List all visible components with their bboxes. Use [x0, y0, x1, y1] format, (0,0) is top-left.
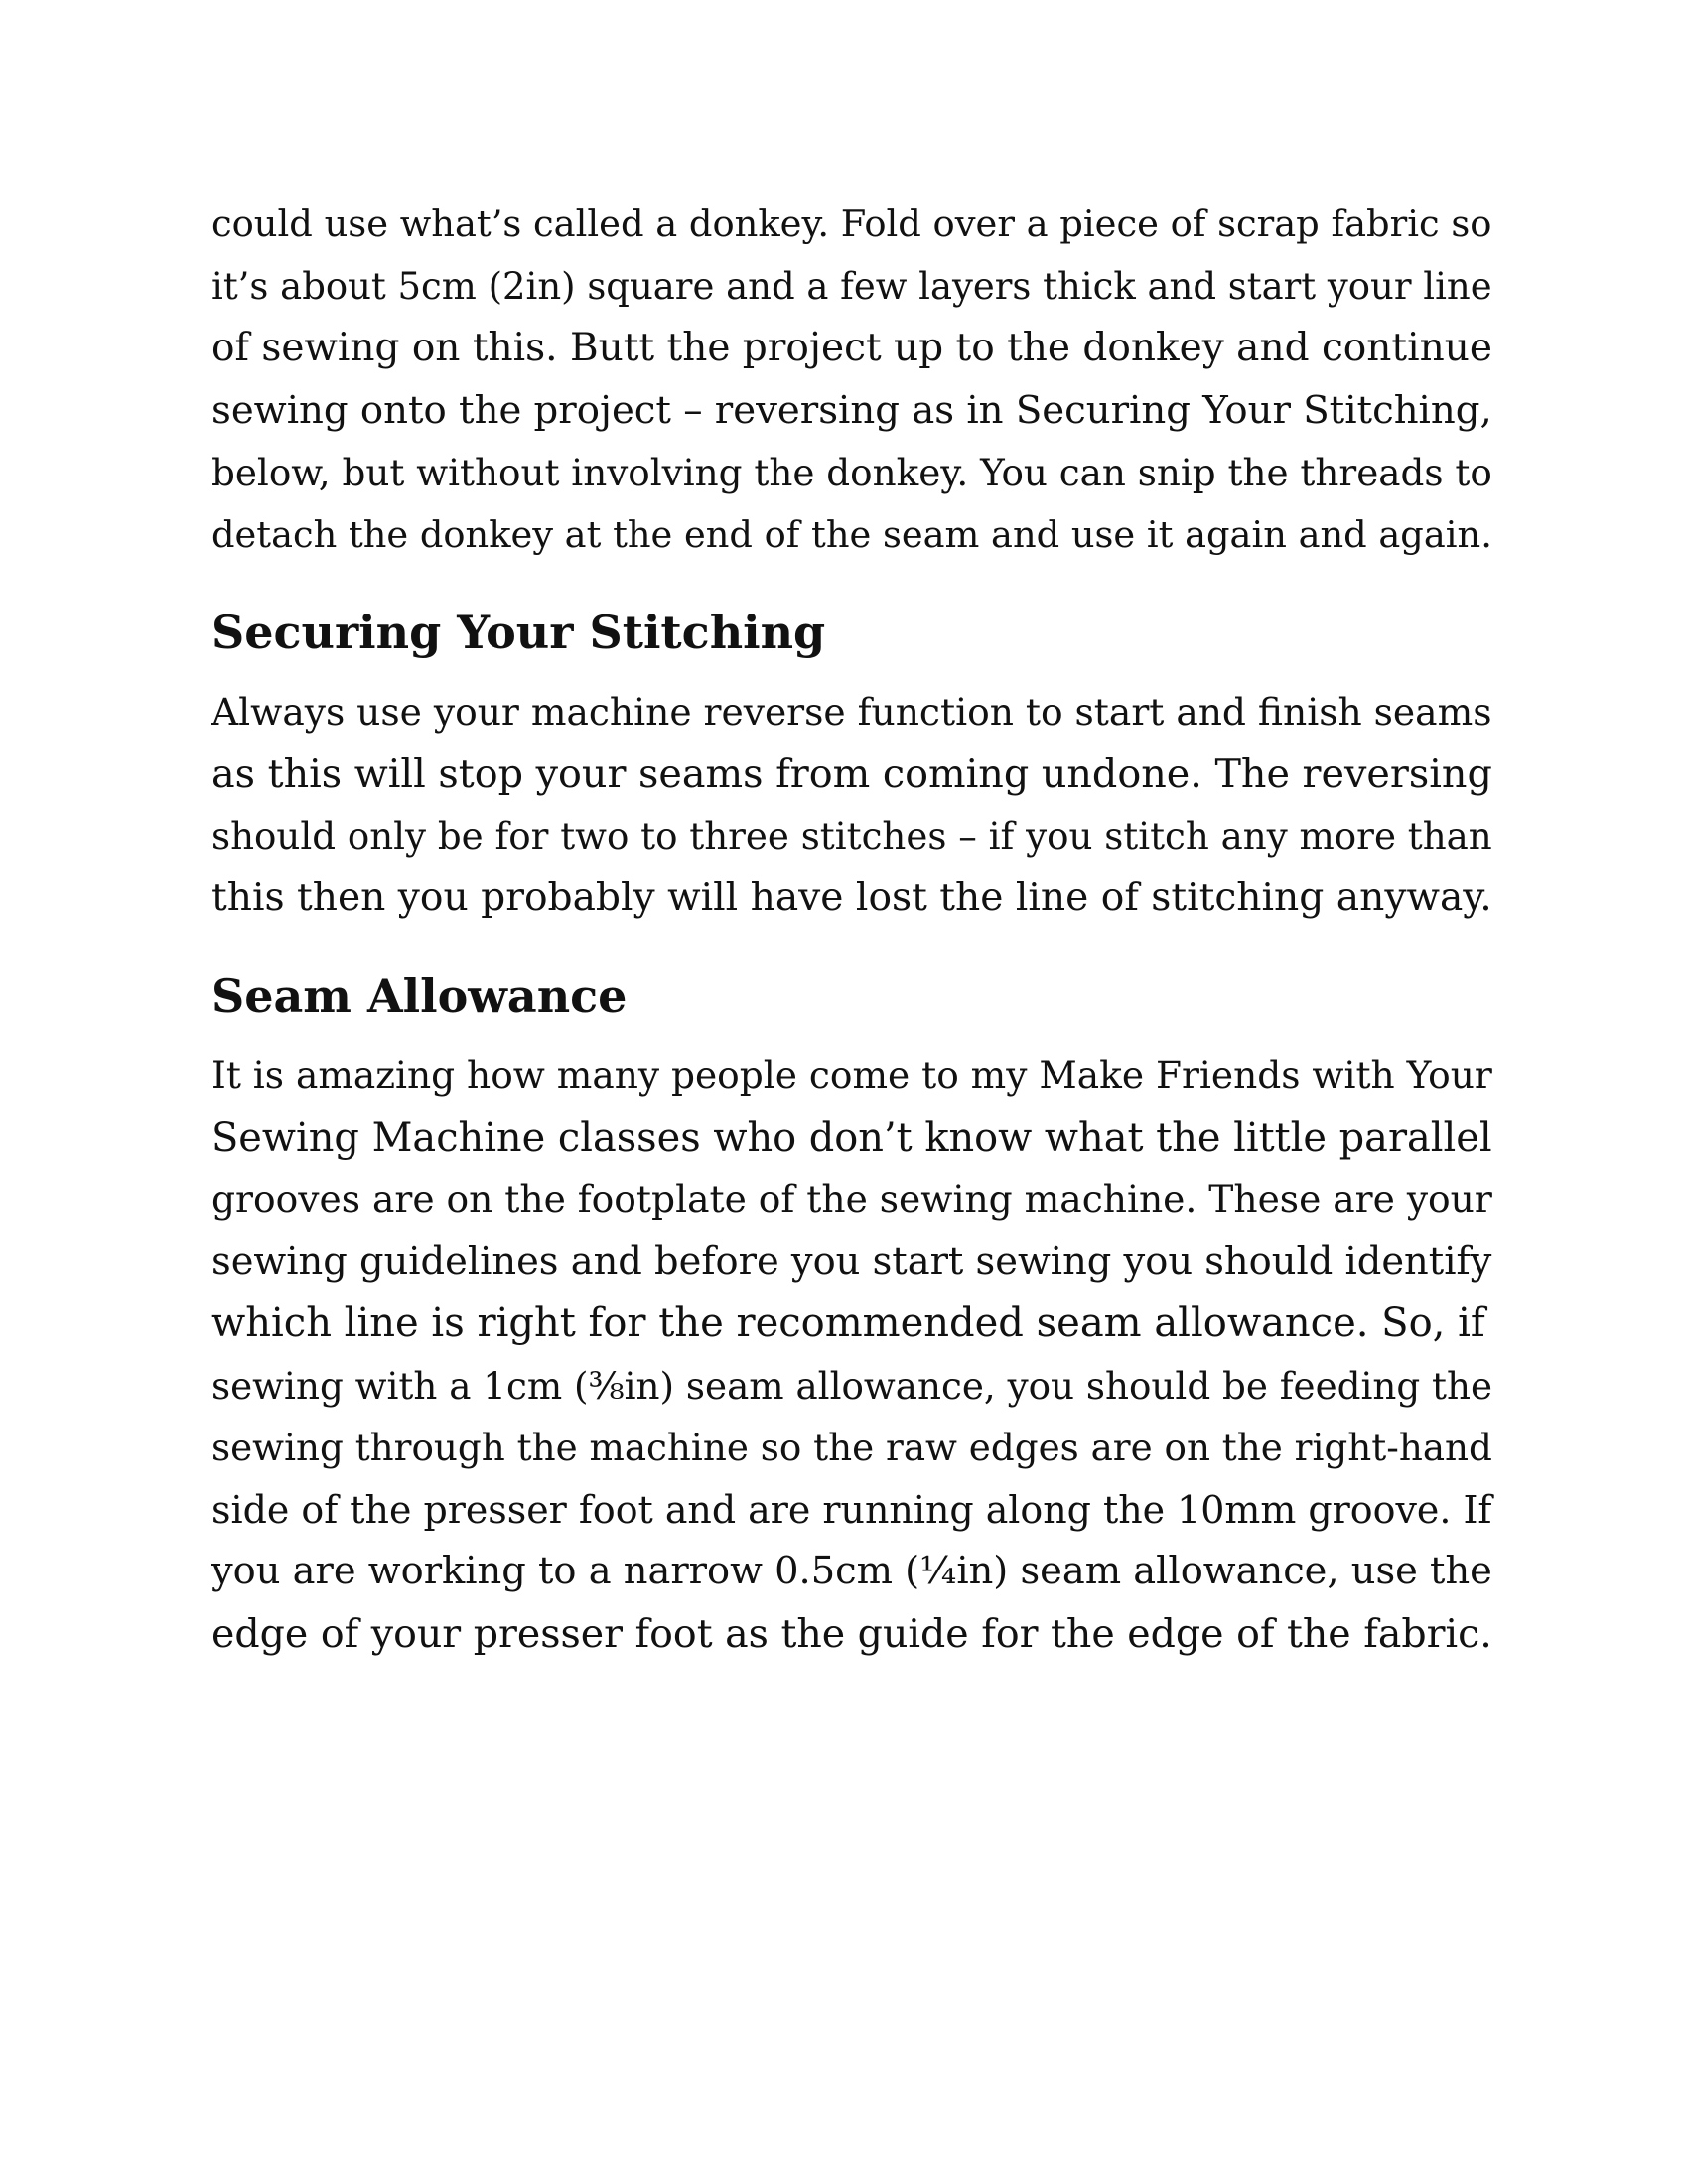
paragraph-line: this then you probably will have lost the line of stitching anyway.: [211, 875, 1492, 920]
section-heading-seam-allowance: Seam Allowance: [211, 969, 628, 1023]
paragraph-line: sewing guidelines and before you start sewing you should identify: [211, 1238, 1492, 1284]
paragraph-line: sewing through the machine so the raw edges are on the right-hand: [211, 1426, 1492, 1469]
section-heading-securing-stitching: Securing Your Stitching: [211, 606, 826, 659]
paragraph-line: detach the donkey at the end of the seam and use it again and again.: [211, 512, 1492, 556]
paragraph-line: you are working to a narrow 0.5cm (¼in) seam allowance, use the: [211, 1549, 1492, 1593]
paragraph-line: side of the presser foot and are running along the 10mm groove. If: [211, 1487, 1492, 1532]
paragraph-line: sewing onto the project – reversing as in Securing Your Stitching,: [211, 387, 1492, 433]
paragraph-line: sewing with a 1cm (⅜in) seam allowance, you should be feeding the: [211, 1363, 1493, 1408]
paragraph-seam-allowance: [211, 1044, 1492, 1665]
paragraph-line: below, but without involving the donkey. You can snip the threads to: [211, 451, 1492, 494]
paragraph-line: edge of your presser foot as the guide for the edge of the fabric.: [211, 1610, 1492, 1657]
paragraph-line: of sewing on this. Butt the project up to the donkey and continue: [211, 326, 1492, 370]
paragraph-line: which line is right for the recommended seam allowance. So, if: [211, 1300, 1485, 1346]
paragraph-line: should only be for two to three stitches – if you stitch any more than: [211, 814, 1492, 858]
paragraph-line: could use what’s called a donkey. Fold over a piece of scrap fabric so: [211, 203, 1492, 245]
paragraph-securing-stitching: [211, 681, 1492, 929]
paragraph-line: Sewing Machine classes who don’t know what the little parallel: [211, 1114, 1492, 1160]
paragraph-line: grooves are on the footplate of the sewing machine. These are your: [211, 1177, 1492, 1221]
paragraph-line: as this will stop your seams from coming undone. The reversing: [211, 751, 1492, 797]
paragraph-line: It is amazing how many people come to my Make Friends with Your: [211, 1053, 1492, 1097]
document-page: [211, 194, 1492, 1665]
paragraph-donkey: [211, 194, 1492, 566]
paragraph-line: it’s about 5cm (2in) square and a few layers thick and start your line: [211, 264, 1492, 308]
paragraph-line: Always use your machine reverse function to start and finish seams: [211, 690, 1492, 734]
